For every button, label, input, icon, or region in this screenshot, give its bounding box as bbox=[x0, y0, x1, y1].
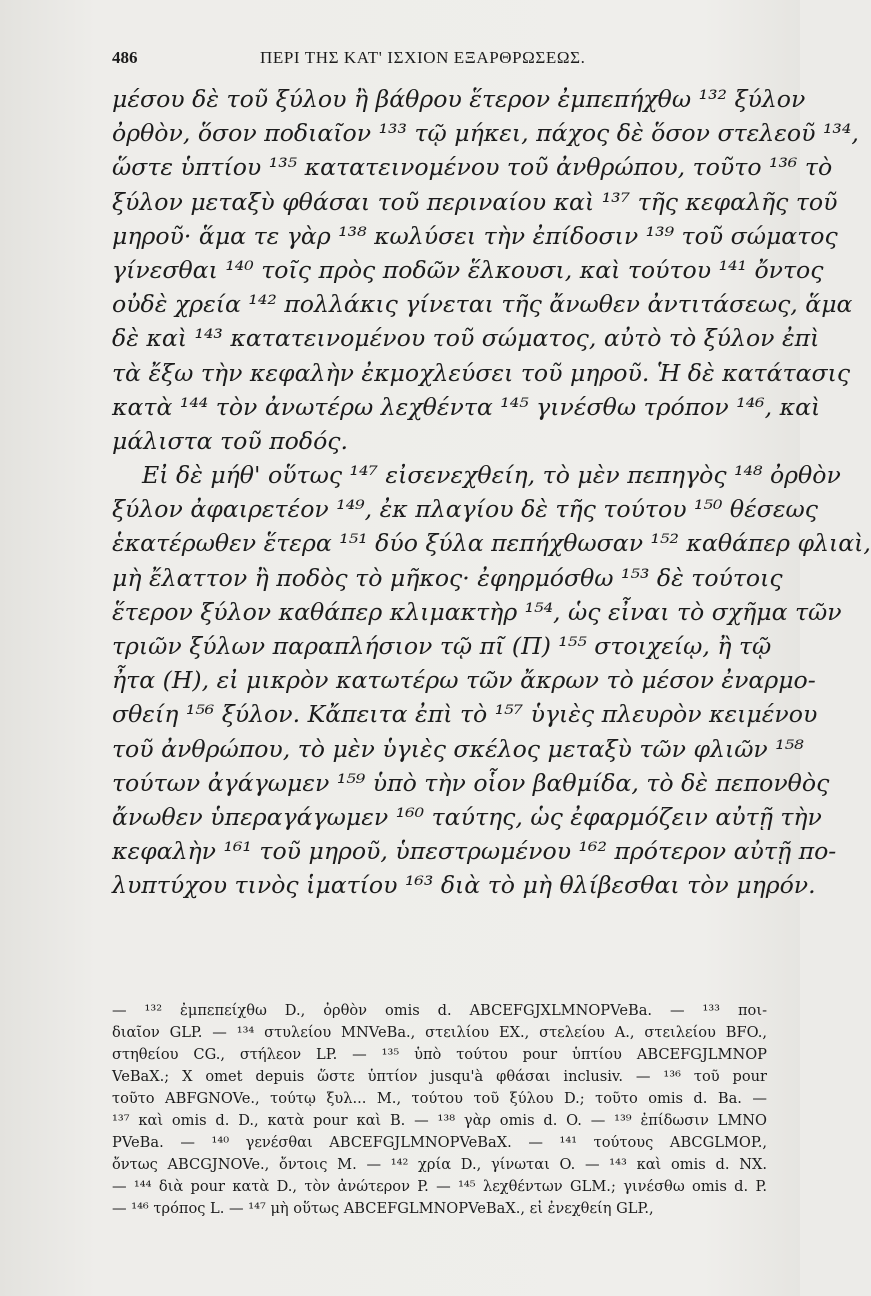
text-line: μηροῦ· ἅμα τε γὰρ ¹³⁸ κωλύσει τὴν ἐπίδοσιν ¹³⁹ τοῦ σώματος bbox=[112, 221, 838, 250]
text-line: ὀρθὸν, ὅσον ποδιαῖον ¹³³ τῷ μήκει, πάχος δὲ ὅσον στελεοῦ ¹³⁴, bbox=[112, 119, 859, 148]
footnote-line: VeBaX.; X omet depuis ὥστε ὑπτίον jusqu'à φθάσαι inclusiv. — ¹³⁶ τοῦ pour bbox=[112, 1068, 767, 1085]
text-line: τοῦ ἀνθρώπου, τὸ μὲν ὑγιὲς σκέλος μεταξὺ τῶν φλιῶν ¹⁵⁸ bbox=[112, 734, 804, 763]
text-line: λυπτύχου τινὸς ἱματίου ¹⁶³ διὰ τὸ μὴ θλίβεσθαι τὸν μηρόν. bbox=[112, 871, 816, 900]
text-line: γίνεσθαι ¹⁴⁰ τοῖς πρὸς ποδῶν ἕλκουσι, καὶ τούτου ¹⁴¹ ὄντος bbox=[112, 255, 824, 284]
text-line: ὥστε ὑπτίου ¹³⁵ κατατεινομένου τοῦ ἀνθρώπου, τοῦτο ¹³⁶ τὸ bbox=[112, 153, 833, 182]
footnote-line: ὄντως ABCGJNOVe., ὄντοις M. — ¹⁴² χρία D., γίνωται O. — ¹⁴³ καὶ omis d. NX. bbox=[112, 1156, 767, 1173]
text-line: ξύλον μεταξὺ φθάσαι τοῦ περιναίου καὶ ¹³⁷ τῆς κεφαλῆς τοῦ bbox=[112, 187, 838, 216]
text-line: ἕτερον ξύλον καθάπερ κλιμακτὴρ ¹⁵⁴, ὡς εἶναι τὸ σχῆμα τῶν bbox=[112, 597, 842, 626]
text-line: τούτων ἀγάγωμεν ¹⁵⁹ ὑπὸ τὴν οἷον βαθμίδα, τὸ δὲ πεπονθὸς bbox=[112, 768, 830, 797]
text-line: μάλιστα τοῦ ποδός. bbox=[112, 426, 348, 455]
text-line: κεφαλὴν ¹⁶¹ τοῦ μηροῦ, ὑπεστρωμένου ¹⁶² πρότερον αὐτῇ πο- bbox=[112, 837, 837, 866]
running-title: ΠΕΡΙ ΤΗΣ ΚΑΤ' ΙΣΧΙΟΝ ΕΞΑΡΘΡΩΣΕΩΣ. bbox=[260, 48, 586, 67]
text-line: οὐδὲ χρεία ¹⁴² πολλάκις γίνεται τῆς ἄνωθεν ἀντιτάσεως, ἅμα bbox=[112, 290, 853, 319]
text-line: Εἰ δὲ μήθ' οὕτως ¹⁴⁷ εἰσενεχθείη, τὸ μὲν πεπηγὸς ¹⁴⁸ ὀρθὸν bbox=[142, 461, 841, 490]
text-line: δὲ καὶ ¹⁴³ κατατεινομένου τοῦ σώματος, αὐτὸ τὸ ξύλον ἐπὶ bbox=[112, 324, 820, 353]
text-line: τὰ ἔξω τὴν κεφαλὴν ἐκμοχλεύσει τοῦ μηροῦ. Ἡ δὲ κατάτασις bbox=[112, 358, 851, 387]
footnote-line: ¹³⁷ καὶ omis d. D., κατὰ pour καὶ B. — ¹³⁸ γὰρ omis d. O. — ¹³⁹ ἐπίδωσιν LMNO bbox=[112, 1112, 767, 1129]
text-line: ἑκατέρωθεν ἕτερα ¹⁵¹ δύο ξύλα πεπήχθωσαν ¹⁵² καθάπερ φλιαὶ, bbox=[112, 529, 871, 558]
running-header bbox=[112, 48, 762, 72]
footnote-line: διαῖον GLP. — ¹³⁴ στυλείου MNVeBa., στειλίου EX., στελείου A., στειλείου BFO., bbox=[112, 1024, 767, 1041]
text-line: ξύλον ἀφαιρετέον ¹⁴⁹, ἐκ πλαγίου δὲ τῆς τούτου ¹⁵⁰ θέσεως bbox=[112, 495, 818, 524]
footnotes bbox=[112, 1000, 767, 1220]
text-line: μὴ ἔλαττον ἢ ποδὸς τὸ μῆκος· ἐφηρμόσθω ¹⁵³ δὲ τούτοις bbox=[112, 563, 783, 592]
text-line: ἦτα (Η), εἰ μικρὸν κατωτέρω τῶν ἄκρων τὸ μέσον ἐναρμο- bbox=[112, 666, 816, 695]
footnote-line: στηθείου CG., στήλεον LP. — ¹³⁵ ὑπὸ τούτου pour ὑπτίου ABCEFGJLMNOP bbox=[112, 1046, 767, 1063]
text-line: μέσου δὲ τοῦ ξύλου ἢ βάθρου ἕτερον ἐμπεπήχθω ¹³² ξύλον bbox=[112, 85, 806, 113]
footnote-line: — ¹⁴⁴ διὰ pour κατὰ D., τὸν ἀνώτερον P. — ¹⁴⁵ λεχθέντων GLM.; γινέσθω omis d. P. bbox=[112, 1178, 767, 1195]
main-text bbox=[112, 82, 871, 903]
page-number: 486 bbox=[112, 48, 138, 67]
footnote-line: PVeBa. — ¹⁴⁰ γενέσθαι ABCEFGJLMNOPVeBaX. — ¹⁴¹ τούτους ABCGLMOP., bbox=[112, 1134, 767, 1151]
text-line: τριῶν ξύλων παραπλήσιον τῷ πῖ (Π) ¹⁵⁵ στοιχείῳ, ἢ τῷ bbox=[112, 632, 772, 660]
text-line: σθείη ¹⁵⁶ ξύλον. Κἄπειτα ἐπὶ τὸ ¹⁵⁷ ὑγιὲς πλευρὸν κειμένου bbox=[112, 700, 818, 729]
footnote-line: — ¹³² ἐμπεπείχθω D., ὀρθὸν omis d. ABCEFGJXLMNOPVeBa. — ¹³³ ποι- bbox=[112, 1002, 767, 1019]
footnote-line: — ¹⁴⁶ τρόπος L. — ¹⁴⁷ μὴ οὕτως ABCEFGLMNOPVeBaX., εἰ ἐνεχθείη GLP., bbox=[112, 1200, 654, 1217]
text-line: ἄνωθεν ὑπεραγάγωμεν ¹⁶⁰ ταύτης, ὡς ἐφαρμόζειν αὐτῇ τὴν bbox=[112, 802, 822, 831]
text-line: κατὰ ¹⁴⁴ τὸν ἀνωτέρω λεχθέντα ¹⁴⁵ γινέσθω τρόπον ¹⁴⁶, καὶ bbox=[112, 392, 821, 421]
footnote-line: τοῦτο ABFGNOVe., τούτῳ ξυλ... M., τούτου τοῦ ξύλου D.; τοῦτο omis d. Ba. — bbox=[112, 1090, 767, 1107]
